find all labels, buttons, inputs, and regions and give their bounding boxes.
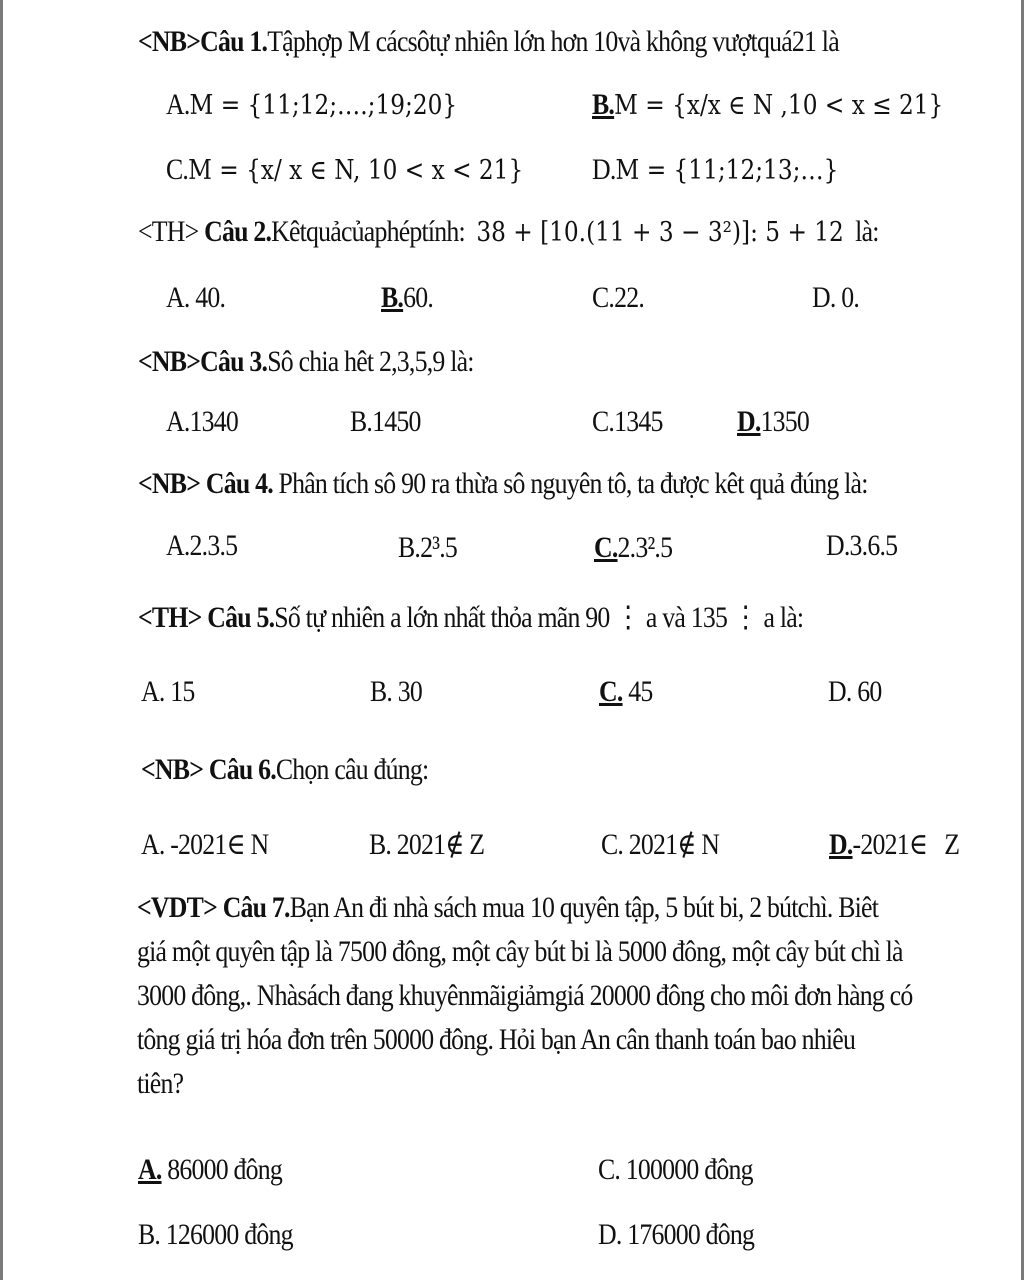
q3-option-c: C.1345 xyxy=(592,405,663,438)
q7-option-a: A. 86000 đông xyxy=(138,1153,283,1186)
q5-label: Câu 5. xyxy=(207,601,275,634)
q6-level-tag: <NB> xyxy=(141,753,204,786)
q6-question xyxy=(141,752,428,788)
q3-option-a: A.1340 xyxy=(166,405,239,438)
q5-level-tag: <TH> xyxy=(138,601,202,634)
q1-correct-marker: B. xyxy=(592,88,615,121)
q3-correct-marker: D. xyxy=(737,405,761,438)
q2-question xyxy=(138,214,879,251)
q1-label: Câu 1. xyxy=(200,25,268,58)
q1-question xyxy=(138,24,839,60)
q4-option-c: C.2.3².5 xyxy=(594,531,673,564)
q6-correct-marker: D. xyxy=(829,828,853,861)
q3-text: Sô chia hêt 2,3,5,9 là: xyxy=(267,345,474,378)
q4-option-b: B.2³.5 xyxy=(398,531,458,564)
q7-option-b: B. 126000 đông xyxy=(138,1218,293,1251)
q4-option-a: A.2.3.5 xyxy=(166,529,238,562)
q4-text: Phân tích sô 90 ra thừa sô nguyên tô, ta được kêt quả đúng là: xyxy=(278,467,868,500)
q2-option-d: D. 0. xyxy=(812,281,860,314)
q7-level-tag: <VDT> xyxy=(137,891,218,924)
q6-option-b: B. 2021∉ Z xyxy=(369,828,485,861)
q4-level-tag: <NB> xyxy=(138,467,201,500)
q7-option-d: D. 176000 đông xyxy=(598,1218,755,1251)
q2-option-c: C.22. xyxy=(592,281,645,314)
q3-option-b: B.1450 xyxy=(350,405,421,438)
q6-option-a: A. -2021∈ N xyxy=(141,828,269,861)
q7-line-1: <VDT> Câu 7.Bạn An đi nhà sách mua 10 quyên tập, 5 bút bi, 2 bútchì. Biêt xyxy=(137,891,879,924)
q7-line-3: 3000 đông,. Nhàsách đang khuyênmãigiảmgiá 20000 đông cho môi đơn hàng có xyxy=(137,979,913,1012)
q5-option-c: C. 45 xyxy=(599,675,653,708)
q5-option-a: A. 15 xyxy=(141,675,195,708)
q2-level-tag: <TH> xyxy=(138,215,199,248)
q5-option-d: D. 60 xyxy=(828,675,882,708)
q7-line-4: tông giá trị hóa đơn trên 50000 đông. Hỏi bạn An cân thanh toán bao nhiêu xyxy=(137,1023,856,1056)
q6-label: Câu 6. xyxy=(208,753,276,786)
q3-question xyxy=(138,344,474,380)
q2-option-b: B.60. xyxy=(381,281,434,314)
q2-option-a: A. 40. xyxy=(166,281,226,314)
q1-option-d: D.M = {11;12;13;…} xyxy=(592,153,839,186)
q4-question xyxy=(138,466,868,502)
q1-level-tag: <NB> xyxy=(138,25,201,58)
q5-question xyxy=(138,600,803,636)
q6-text: Chọn câu đúng: xyxy=(275,753,429,786)
q5-option-b: B. 30 xyxy=(370,675,423,708)
q7-line-5: tiên? xyxy=(137,1067,184,1100)
q5-text: Số tự nhiên a lớn nhất thỏa mãn 90 ⋮ a và 135 ⋮ a là: xyxy=(274,601,804,634)
q7-label: Câu 7. xyxy=(222,891,290,924)
q7-option-c: C. 100000 đông xyxy=(598,1153,753,1186)
q6-option-d: D.-2021∈ Z xyxy=(829,828,960,861)
q7-correct-marker: A. xyxy=(138,1153,162,1186)
q1-option-b: B.M = {x/x ∈ N ,10 < x ≤ 21} xyxy=(592,88,944,121)
q2-suffix: là: xyxy=(855,215,879,248)
q2-text: Kêtquảcủaphéptính: xyxy=(271,215,465,248)
q4-option-d: D.3.6.5 xyxy=(826,529,898,562)
q2-expression: 38 + [10.(11 + 3 − 3²)]: 5 + 12 xyxy=(476,217,844,248)
q7-line-2: giá một quyên tập là 7500 đông, một cây bút bi là 5000 đông, một cây bút chì là xyxy=(137,935,903,968)
q7-question xyxy=(137,886,980,1106)
q5-correct-marker: C. xyxy=(599,675,623,708)
q1-option-a: A.M = {11;12;….;19;20} xyxy=(166,88,458,121)
q3-label: Câu 3. xyxy=(200,345,268,378)
q6-option-c: C. 2021∉ N xyxy=(601,828,720,861)
q4-correct-marker: C. xyxy=(594,531,618,564)
q1-text: Tậphợp M cácsôtự nhiên lớn hơn 10và không vượtquá21 là xyxy=(267,25,839,58)
q3-level-tag: <NB> xyxy=(138,345,201,378)
q4-label: Câu 4. xyxy=(205,467,273,500)
q3-option-d: D.1350 xyxy=(737,405,810,438)
q1-option-c: C.M = {x/ x ∈ N, 10 < x < 21} xyxy=(166,153,524,186)
q2-label: Câu 2. xyxy=(204,215,272,248)
q2-correct-marker: B. xyxy=(381,281,404,314)
